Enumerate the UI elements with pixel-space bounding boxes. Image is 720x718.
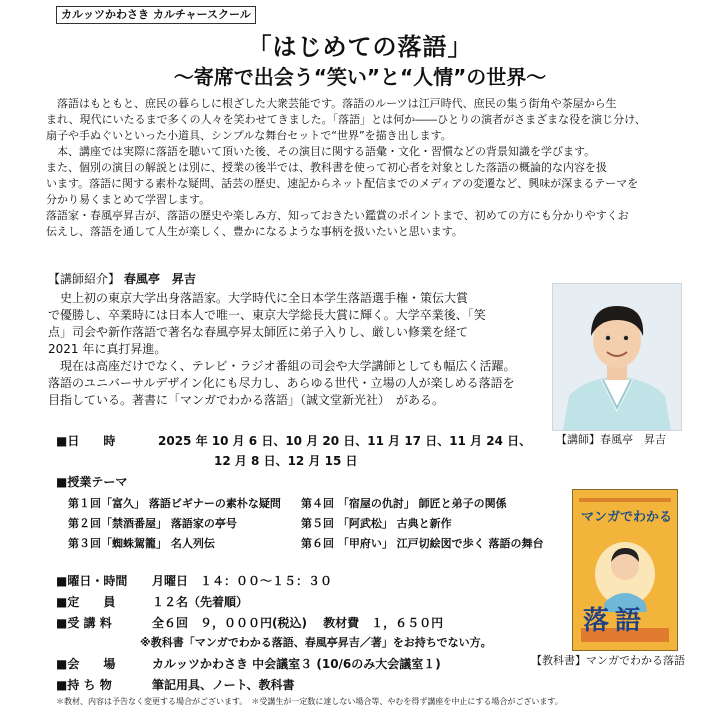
day-label: ■曜日・時間 <box>56 574 128 588</box>
textbook-cover <box>572 489 678 651</box>
capacity-value: １２名（先着順） <box>152 595 249 609</box>
intro-line: 落語家・春風亭昇吉が、落語の歴史や楽しみ方、知っておきたい鑑賞のポイントまで、初めての方にも分かりやすくお <box>46 209 629 222</box>
photo-caption: 【講師】春風亭 昇吉 <box>556 433 666 446</box>
intro-line: 本、講座では実際に落語を聴いて頂いた後、その演目に関する語彙・文化・習慣などの背景知識を学びます。 <box>46 145 596 158</box>
lecturer-heading-label: 【講師紹介】 <box>48 272 121 286</box>
intro-text <box>46 96 646 240</box>
footnote: ＊教材、内容は予告なく変更する場合がございます。 ＊受講生が一定数に達しない場合等、やむを得ず講座を中止にする場合がございます。 <box>56 697 563 706</box>
book-title-top: マンガでわかる <box>581 510 673 525</box>
fee-label: ■受 講 料 <box>56 616 112 630</box>
schedule-dates-1: 2025 年 10 月 6 日、10 月 20 日、11 月 17 日、11 月 24 日、 <box>158 434 532 448</box>
page-title: 「はじめての落語」 <box>247 33 473 61</box>
theme-item: 第４回 「宿屋の仇討」 師匠と弟子の関係 <box>301 497 507 510</box>
bio-line: 落語のユニバーサルデザイン化にも尽力し、あらゆる世代・立場の人が楽しめる落語を <box>48 376 515 390</box>
bio-line: 2021 年に真打昇進。 <box>48 342 167 356</box>
intro-line: また、個別の演目の解説とは別に、授業の後半では、教科書を使って初心者を対象とした落語の概論的な内容を扱 <box>46 161 607 174</box>
fee-note: ※教科書「マンガでわかる落語、春風亭昇吉／著」をお持ちでない方。 <box>140 636 492 649</box>
schedule-label: ■日 時 <box>56 434 116 448</box>
intro-line: まれ、現代にいたるまで多くの人々を笑わせてきました。「落語」とは何か――ひとりの演者がさまざまな役を演じ分け、 <box>46 113 646 126</box>
venue-label: ■会 場 <box>56 657 116 671</box>
theme-item: 第２回「禁酒番屋」 落語家の亭号 <box>68 517 237 530</box>
bio-line: 目指している。著書に「マンガでわかる落語」（誠文堂新光社） がある。 <box>48 393 445 407</box>
day-value: 月曜日 １４：００～１５：３０ <box>152 574 333 588</box>
bio-line: 史上初の東京大学出身落語家。大学時代に全日本学生落語選手権・策伝大賞 <box>48 291 469 305</box>
bio-line: 現在は高座だけでなく、テレビ・ラジオ番組の司会や大学講師としても幅広く活躍。 <box>48 359 516 373</box>
capacity-label: ■定 員 <box>56 595 116 609</box>
intro-line: 分かり易くまとめて学習します。 <box>46 193 211 206</box>
theme-item: 第６回 「甲府い」 江戸切絵図で歩く 落語の舞台 <box>301 537 544 550</box>
themes-label: ■授業テーマ <box>56 475 128 489</box>
book-title-main: 落語 <box>583 606 648 636</box>
lecturer-portrait-icon <box>553 284 681 430</box>
textbook-caption: 【教科書】マンガでわかる落語 <box>531 654 685 667</box>
lecturer-bio <box>48 290 516 409</box>
theme-item: 第５回 「阿武松」 古典と新作 <box>301 517 452 530</box>
intro-line: 落語はもともと、庶民の暮らしに根ざした大衆芸能です。落語のルーツは江戸時代、庶民の集う街角や茶屋から生 <box>46 97 617 110</box>
venue-value: カルッツかわさき 中会議室３ (10/6のみ大会議室１) <box>152 657 441 671</box>
school-tag: カルッツかわさき カルチャースクール <box>56 6 256 24</box>
lecturer-photo <box>552 283 682 431</box>
intro-line: 伝えし、落語を通して人生が楽しく、豊かになるような事柄を扱いたいと思います。 <box>46 225 463 238</box>
schedule-dates-2: 12 月 8 日、12 月 15 日 <box>214 454 358 468</box>
lecturer-name: 春風亭 昇吉 <box>123 272 196 286</box>
page-subtitle: ～寄席で出会う“笑い”と“人情”の世界～ <box>173 65 547 89</box>
bring-value: 筆記用具、ノート、教科書 <box>152 678 295 692</box>
lecturer-heading <box>48 271 196 288</box>
theme-item: 第１回「富久」 落語ビギナーの素朴な疑問 <box>68 497 281 510</box>
bio-line: で優勝し、卒業時には日本人で唯一、東京大学総長大賞に輝く。大学卒業後、「笑 <box>48 308 486 322</box>
intro-line: います。落語に関する素朴な疑問、話芸の歴史、速記からネット配信までのメディアの変遷など、興味が深まるテーマを <box>46 177 639 190</box>
theme-item: 第３回「蜘蛛駕籠」 名人列伝 <box>68 537 215 550</box>
intro-line: 扇子や手ぬぐいといった小道具、シンプルな舞台セットで“世界”を描き出します。 <box>46 129 452 142</box>
bring-label: ■持 ち 物 <box>56 678 112 692</box>
fee-value: 全６回 ９，０００円(税込) 教材費 １，６５０円 <box>152 616 444 630</box>
bio-line: 点」司会や新作落語で著名な春風亭昇太師匠に弟子入りし、厳しい修業を経て <box>48 325 469 339</box>
